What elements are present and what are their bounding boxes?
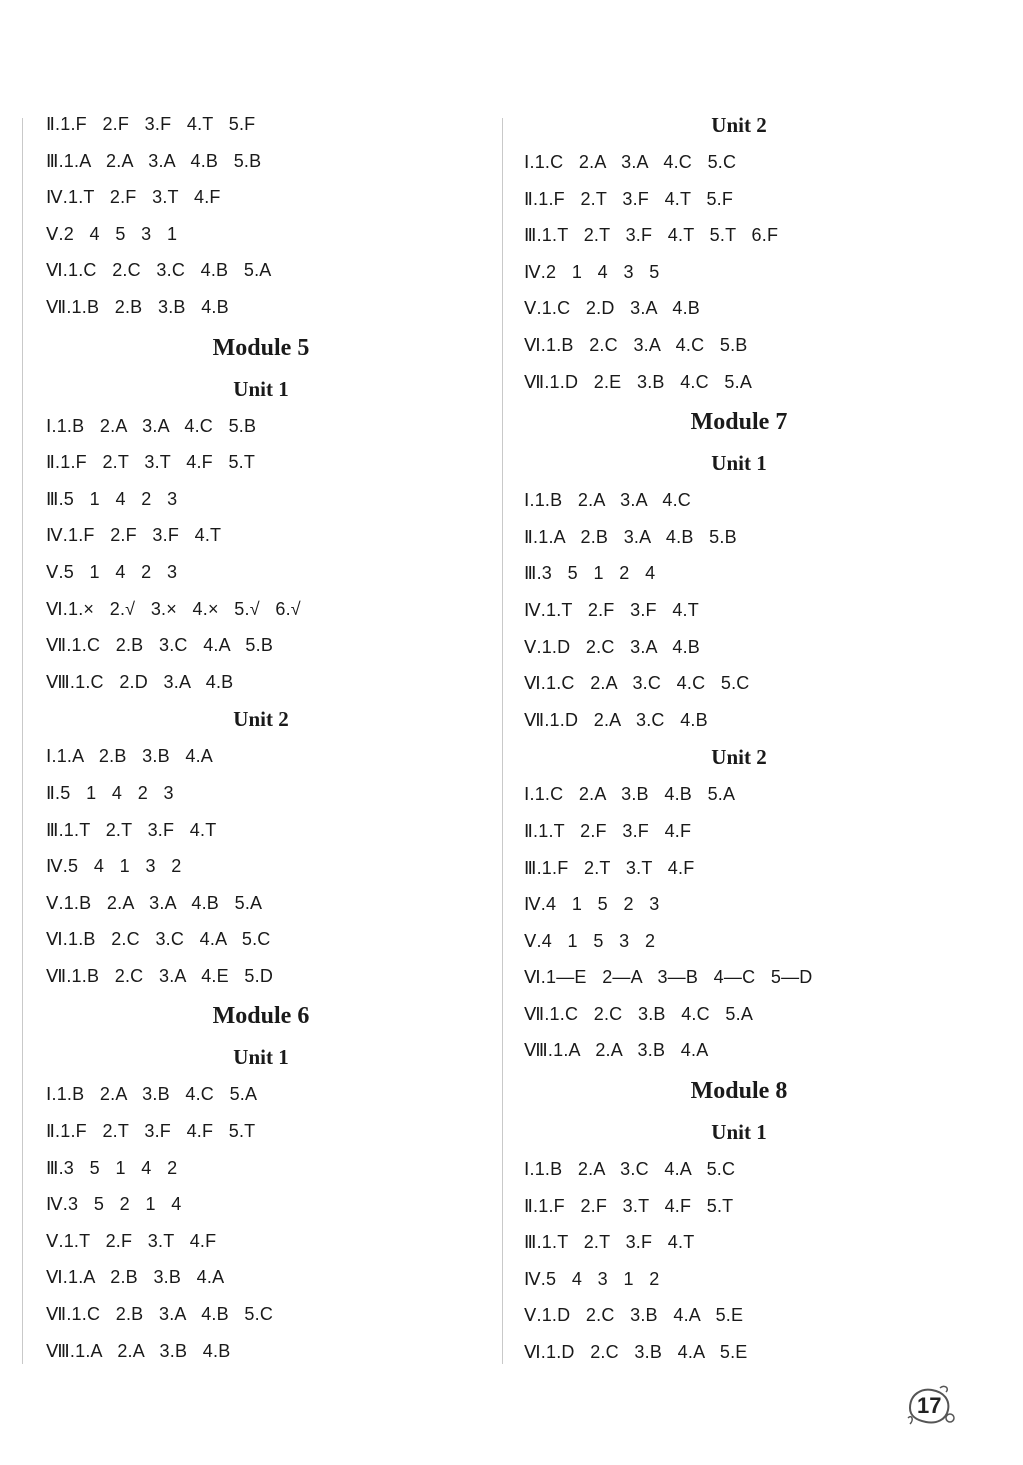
- answer-line: Ⅶ.1.C 2.C 3.B 4.C 5.A: [524, 1003, 754, 1024]
- right-column: [524, 106, 944, 1371]
- answer-line: Ⅳ.5 4 1 3 2: [46, 856, 182, 877]
- answer-line: Ⅱ.1.F 2.F 3.F 4.T 5.F: [46, 114, 256, 134]
- answer-block: [524, 482, 944, 738]
- answer-line: Ⅵ.1—E 2—A 3—B 4—C 5—D: [524, 967, 813, 988]
- answer-line: Ⅷ.1.A 2.A 3.B 4.B: [46, 1340, 231, 1361]
- answer-line: Ⅱ.1.F 2.F 3.T 4.F 5.T: [524, 1195, 734, 1216]
- answer-line: Ⅳ.5 4 3 1 2: [524, 1268, 660, 1289]
- answer-line: Ⅷ.1.A 2.A 3.B 4.A: [524, 1040, 709, 1061]
- answer-block: [524, 776, 944, 1069]
- answer-line: Ⅱ.1.F 2.T 3.F 4.F 5.T: [46, 1121, 256, 1142]
- answer-line: Ⅲ.5 1 4 2 3: [46, 488, 178, 509]
- answer-line: Ⅳ.1.T 2.F 3.F 4.T: [524, 599, 699, 620]
- answer-line: Ⅶ.1.C 2.B 3.C 4.A 5.B: [46, 635, 274, 656]
- m6-unit-1-heading: Unit 1: [233, 1045, 289, 1070]
- answer-line: Ⅲ.1.T 2.T 3.F 4.T: [46, 819, 217, 840]
- answer-line: Ⅴ.1.T 2.F 3.T 4.F: [46, 1230, 217, 1251]
- answer-line: Ⅰ.1.C 2.A 3.A 4.C 5.C: [524, 152, 737, 172]
- answer-line: Ⅳ.1.T 2.F 3.T 4.F: [46, 187, 221, 208]
- answer-block: [46, 106, 466, 326]
- answer-line: Ⅲ.3 5 1 2 4: [524, 563, 656, 584]
- answer-line: Ⅶ.1.C 2.B 3.A 4.B 5.C: [46, 1304, 274, 1325]
- answer-line: Ⅰ.1.B 2.A 3.B 4.C 5.A: [46, 1084, 258, 1105]
- answer-line: Ⅶ.1.B 2.C 3.A 4.E 5.D: [46, 965, 274, 986]
- answer-line: Ⅵ.1.B 2.C 3.C 4.A 5.C: [46, 929, 271, 950]
- module-6-heading: Module 6: [212, 1003, 310, 1030]
- m5-unit-2-heading: Unit 2: [233, 707, 289, 732]
- module-7-heading: Module 7: [690, 409, 788, 436]
- answer-line: Ⅰ.1.B 2.A 3.A 4.C 5.B: [46, 415, 257, 436]
- m5-unit-1-heading: Unit 1: [233, 376, 289, 401]
- answer-line: Ⅲ.1.A 2.A 3.A 4.B 5.B: [46, 150, 262, 171]
- module-8-heading: Module 8: [690, 1078, 788, 1105]
- answer-line: Ⅰ.1.B 2.A 3.C 4.A 5.C: [524, 1159, 736, 1180]
- left-margin-rule: [22, 118, 23, 1364]
- answer-block: [524, 144, 944, 400]
- answer-block: [46, 738, 466, 994]
- answer-line: Ⅲ.1.T 2.T 3.F 4.T: [524, 1232, 695, 1253]
- column-divider: [502, 118, 503, 1364]
- answer-line: Ⅴ.1.B 2.A 3.A 4.B 5.A: [46, 892, 263, 913]
- answer-line: Ⅶ.1.D 2.A 3.C 4.B: [524, 709, 708, 730]
- m7-unit-2-heading: Unit 2: [711, 745, 767, 770]
- answer-block: [524, 1151, 944, 1371]
- answer-line: Ⅴ.1.D 2.C 3.A 4.B: [524, 636, 700, 657]
- answer-line: Ⅵ.1.C 2.A 3.C 4.C 5.C: [524, 673, 750, 694]
- answer-line: Ⅷ.1.C 2.D 3.A 4.B: [46, 671, 234, 692]
- answer-line: Ⅰ.1.B 2.A 3.A 4.C: [524, 490, 691, 511]
- m7-unit-1-heading: Unit 1: [711, 451, 767, 476]
- page-number: 17: [917, 1393, 942, 1418]
- answer-line: Ⅲ.1.F 2.T 3.T 4.F: [524, 857, 695, 878]
- answer-block: [46, 408, 466, 701]
- answer-line: Ⅱ.5 1 4 2 3: [46, 782, 174, 803]
- answer-line: Ⅲ.3 5 1 4 2: [46, 1157, 178, 1178]
- answer-line: Ⅲ.1.T 2.T 3.F 4.T 5.T 6.F: [524, 225, 779, 246]
- answer-line: Ⅳ.2 1 4 3 5: [524, 261, 660, 282]
- module-5-heading: Module 5: [212, 334, 310, 361]
- answer-line: Ⅴ.5 1 4 2 3: [46, 561, 178, 582]
- answer-line: Ⅵ.1.D 2.C 3.B 4.A 5.E: [524, 1342, 748, 1363]
- answer-block: [46, 1076, 466, 1369]
- answer-line: Ⅵ.1.× 2.√ 3.× 4.× 5.√ 6.√: [46, 598, 301, 619]
- answer-line: Ⅱ.1.T 2.F 3.F 4.F: [524, 820, 692, 841]
- m6-unit-2-heading: Unit 2: [711, 113, 767, 137]
- answer-line: Ⅶ.1.D 2.E 3.B 4.C 5.A: [524, 371, 753, 392]
- answer-line: Ⅳ.1.F 2.F 3.F 4.T: [46, 525, 222, 546]
- answer-line: Ⅴ.1.C 2.D 3.A 4.B: [524, 298, 700, 319]
- answer-line: Ⅰ.1.C 2.A 3.B 4.B 5.A: [524, 784, 736, 805]
- answer-line: Ⅶ.1.B 2.B 3.B 4.B: [46, 296, 229, 317]
- answer-line: Ⅴ.1.D 2.C 3.B 4.A 5.E: [524, 1305, 744, 1326]
- answer-line: Ⅳ.4 1 5 2 3: [524, 894, 660, 915]
- left-column: [46, 106, 466, 1369]
- answer-line: Ⅱ.1.F 2.T 3.T 4.F 5.T: [46, 452, 256, 473]
- answer-line: Ⅴ.4 1 5 3 2: [524, 930, 656, 951]
- answer-line: Ⅴ.2 4 5 3 1: [46, 223, 178, 244]
- answer-line: Ⅵ.1.B 2.C 3.A 4.C 5.B: [524, 334, 748, 355]
- answer-line: Ⅱ.1.F 2.T 3.F 4.T 5.F: [524, 188, 734, 209]
- m8-unit-1-heading: Unit 1: [711, 1120, 767, 1145]
- answer-line: Ⅳ.3 5 2 1 4: [46, 1194, 182, 1215]
- answer-line: Ⅵ.1.A 2.B 3.B 4.A: [46, 1267, 225, 1288]
- answer-line: Ⅱ.1.A 2.B 3.A 4.B 5.B: [524, 526, 737, 547]
- answer-line: Ⅰ.1.A 2.B 3.B 4.A: [46, 746, 213, 767]
- answer-line: Ⅵ.1.C 2.C 3.C 4.B 5.A: [46, 260, 272, 281]
